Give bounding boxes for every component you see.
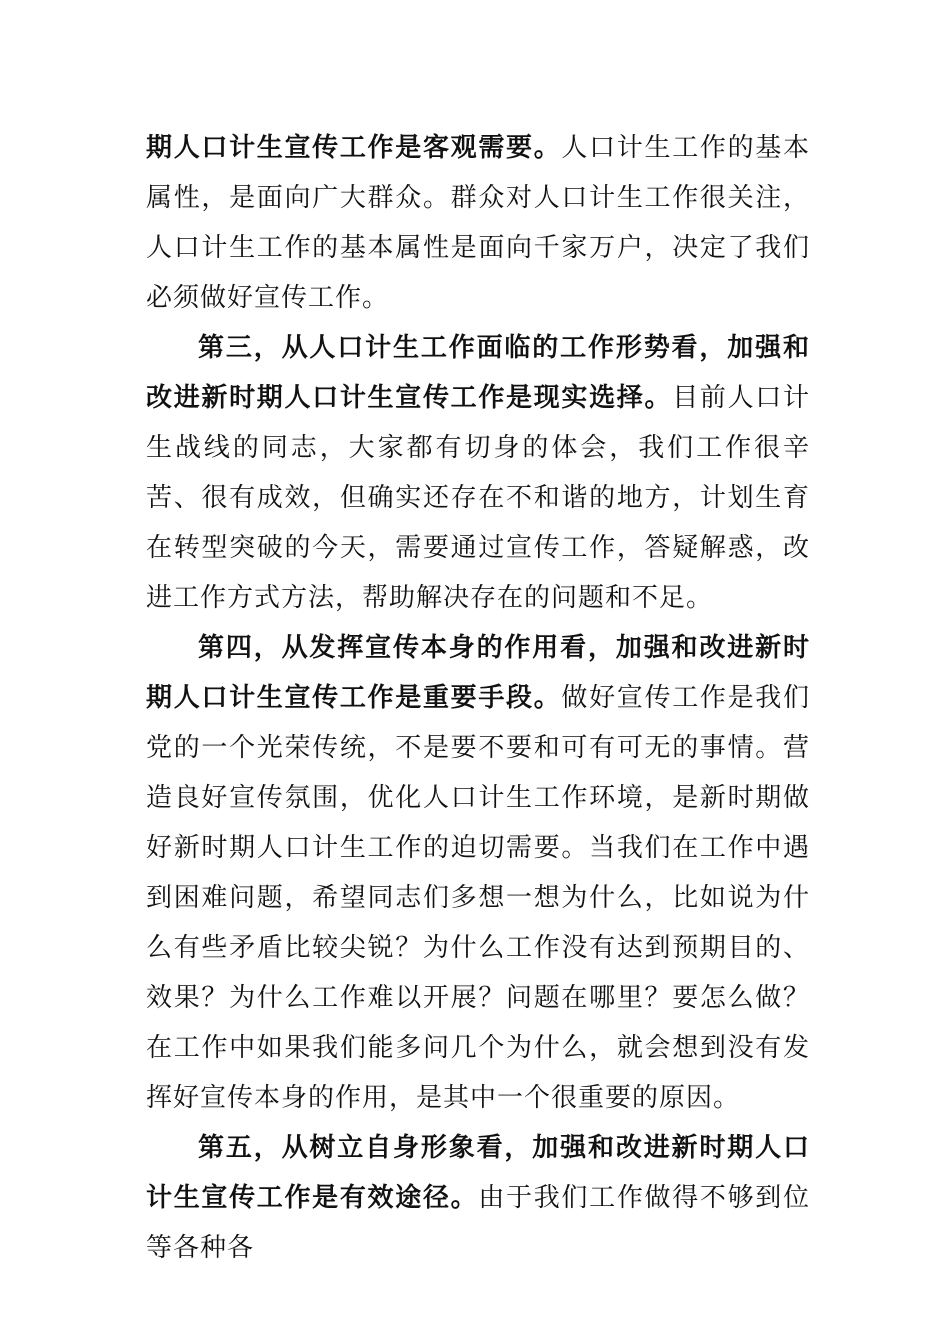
paragraph-body: 人口计生工作的基本属性，是面向广大群众。群众对人口计生工作很关注，人口计生工作的基本属性是面向千家万户，决定了我们必须做好宣传工作。: [146, 133, 810, 313]
paragraph-body: 由于我们工作做得不够到位等各种各: [146, 1183, 810, 1263]
paragraph-fifth-point: [146, 1123, 810, 1273]
paragraph-lead-bold: 第五，从树立自身形象看，加强和改进新时期人口计生宣传工作是有效途径。: [146, 1133, 810, 1213]
body-text: [146, 123, 810, 1273]
paragraph-third-point: [146, 323, 810, 623]
paragraph-continuation: [146, 123, 810, 323]
paragraph-lead-bold: 第三，从人口计生工作面临的工作形势看，加强和改进新时期人口计生宣传工作是现实选择。: [146, 333, 810, 413]
paragraph-fourth-point: [146, 623, 810, 1123]
paragraph-body: 做好宣传工作是我们党的一个光荣传统，不是要不要和可有可无的事情。营造良好宣传氛围，优化人口计生工作环境，是新时期做好新时期人口计生工作的迫切需要。当我们在工作中遇到困难问题，希望同志们多想一想为什么，比如说为什么有些矛盾比较尖锐？为什么工作没有达到预期目的、效果？为什么工作难以开展？问题在哪里？要怎么做？在工作中如果我们能多问几个为什么，就会想到没有发挥好宣传本身的作用，是其中一个很重要的原因。: [146, 683, 810, 1113]
paragraph-body: 目前人口计生战线的同志，大家都有切身的体会，我们工作很辛苦、很有成效，但确实还存在不和谐的地方，计划生育在转型突破的今天，需要通过宣传工作，答疑解惑，改进工作方式方法，帮助解决存在的问题和不足。: [146, 383, 810, 613]
paragraph-lead-bold: 第四，从发挥宣传本身的作用看，加强和改进新时期人口计生宣传工作是重要手段。: [146, 633, 810, 713]
paragraph-lead-bold: 期人口计生宣传工作是客观需要。: [146, 133, 562, 163]
